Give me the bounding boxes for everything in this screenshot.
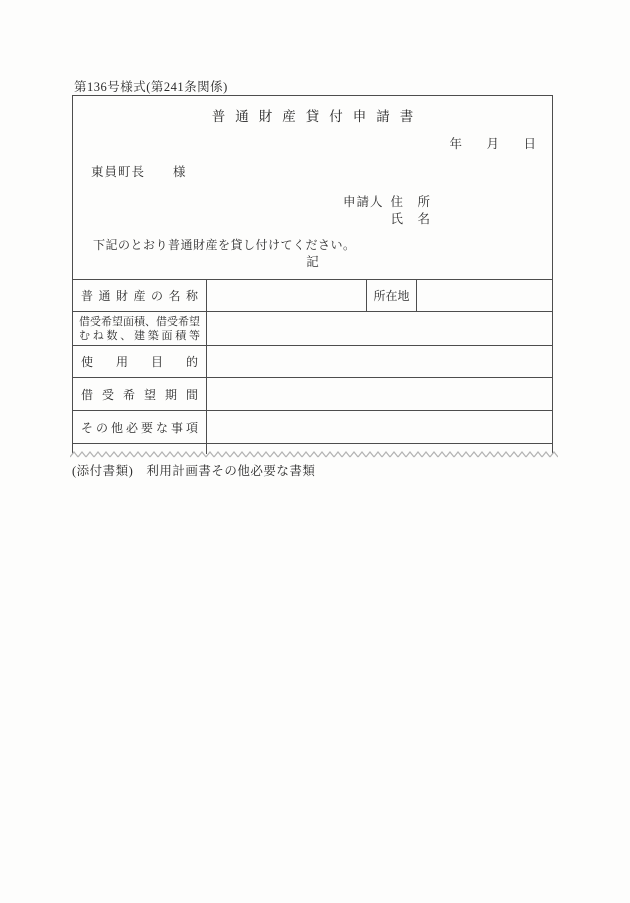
location-label: 所在地 <box>366 280 417 311</box>
use-purpose-value-cell <box>207 346 552 377</box>
row-label-line1: 借受希望面積、借受希望 <box>79 315 200 328</box>
row-label: その他必要な事項 <box>73 411 207 443</box>
desired-period-value-cell <box>207 378 552 410</box>
applicant-label: 申請人 <box>343 195 384 209</box>
torn-edge-zigzag <box>70 450 558 459</box>
table-row-other-matters <box>73 410 552 443</box>
form-title: 普通財産貸付申請書 <box>211 109 424 124</box>
ki-heading: 記 <box>306 255 319 269</box>
location-value-cell <box>417 280 552 311</box>
addressee-honorific: 様 <box>173 165 187 179</box>
applicant-address-label: 住 所 <box>390 195 432 209</box>
row-label <box>73 312 207 345</box>
applicant-name-label: 氏 名 <box>390 212 432 226</box>
table-row-desired-area <box>73 311 552 345</box>
form-code-label: 第136号様式(第241条関係) <box>74 80 228 94</box>
property-name-value-cell <box>207 280 366 311</box>
applicant-block <box>343 194 431 228</box>
table-row-property-name <box>73 279 552 311</box>
table-row-use-purpose <box>73 345 552 377</box>
addressee-name: 東員町長 <box>91 165 146 179</box>
desired-area-value-cell <box>207 312 552 345</box>
form-table <box>73 279 552 454</box>
row-label: 使用目的 <box>73 346 207 377</box>
addressee-line <box>91 162 187 180</box>
other-matters-value-cell <box>207 411 552 443</box>
attachment-note: (添付書類) 利用計画書その他必要な書類 <box>72 464 316 478</box>
date-line: 年 月 日 <box>449 137 542 151</box>
row-label-line2: むね数、建築面積等 <box>79 329 200 342</box>
table-row-desired-period <box>73 377 552 410</box>
request-sentence: 下記のとおり普通財産を貸し付けてください。 <box>93 238 356 252</box>
applicant-field-labels <box>391 194 432 228</box>
form-border-box <box>72 95 553 454</box>
row-label: 普通財産の名称 <box>73 280 207 311</box>
row-label: 借受希望期間 <box>73 378 207 410</box>
